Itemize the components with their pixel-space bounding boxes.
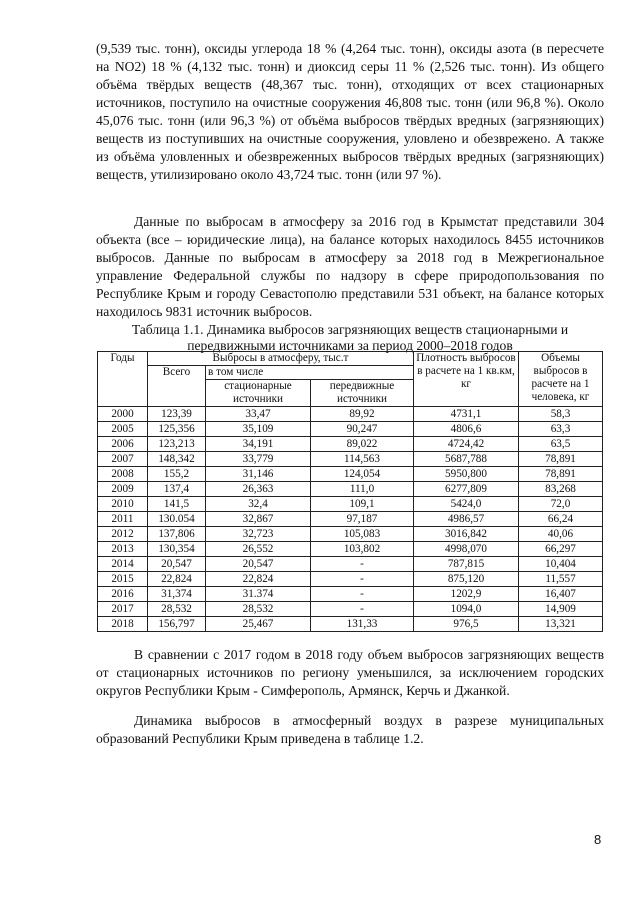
cell-stationary: 35,109 [206,422,311,437]
cell-stationary: 32,867 [206,512,311,527]
paragraph-dynamics-reference: Динамика выбросов в атмосферный воздух в разрезе муниципальных образований Республики Крым приведена в таблице 1.2. [96,713,604,746]
table-row [98,467,603,482]
header-stationary: стационарные источники [206,380,311,407]
cell-stationary: 33,47 [206,407,311,422]
table-row [98,557,603,572]
table-caption: Таблица 1.1. Динамика выбросов загрязняющих веществ стационарными и передвижными источниками за период 2000–2018 годов [131,322,569,353]
cell-mobile: 97,187 [311,512,414,527]
cell-stationary: 22,824 [206,572,311,587]
table-row [98,437,603,452]
cell-year: 2010 [98,497,148,512]
header-density: Плотность выбросов в расчете на 1 кв.км, кг [414,352,519,407]
header-emissions: Выбросы в атмосферу, тыс.т [148,352,414,366]
cell-total: 123,39 [148,407,206,422]
cell-mobile: 114,563 [311,452,414,467]
table-row [98,497,603,512]
cell-mobile: 103,802 [311,542,414,557]
cell-year: 2000 [98,407,148,422]
cell-per-capita: 16,407 [519,587,603,602]
cell-total: 28,532 [148,602,206,617]
cell-per-capita: 10,404 [519,557,603,572]
cell-density: 4724,42 [414,437,519,452]
cell-mobile: 89,92 [311,407,414,422]
table-row [98,602,603,617]
cell-per-capita: 11,557 [519,572,603,587]
cell-density: 875,120 [414,572,519,587]
cell-stationary: 26,552 [206,542,311,557]
cell-total: 155,2 [148,467,206,482]
cell-density: 4998,070 [414,542,519,557]
cell-stationary: 34,191 [206,437,311,452]
cell-year: 2008 [98,467,148,482]
header-years: Годы [98,352,148,407]
cell-year: 2011 [98,512,148,527]
cell-year: 2014 [98,557,148,572]
cell-stationary: 25,467 [206,617,311,632]
table-body [98,407,603,632]
cell-stationary: 31,146 [206,467,311,482]
cell-per-capita: 78,891 [519,452,603,467]
cell-total: 137,806 [148,527,206,542]
cell-mobile: - [311,572,414,587]
cell-per-capita: 14,909 [519,602,603,617]
table-row [98,452,603,467]
cell-density: 4731,1 [414,407,519,422]
cell-year: 2018 [98,617,148,632]
cell-stationary: 32,4 [206,497,311,512]
cell-year: 2005 [98,422,148,437]
cell-per-capita: 83,268 [519,482,603,497]
cell-density: 3016,842 [414,527,519,542]
cell-density: 787,815 [414,557,519,572]
cell-density: 5687,788 [414,452,519,467]
cell-per-capita: 72,0 [519,497,603,512]
table-row [98,527,603,542]
cell-density: 976,5 [414,617,519,632]
cell-stationary: 26,363 [206,482,311,497]
table-row [98,512,603,527]
cell-density: 1094,0 [414,602,519,617]
table-row [98,572,603,587]
cell-stationary: 31.374 [206,587,311,602]
table-row [98,482,603,497]
cell-mobile: 131,33 [311,617,414,632]
cell-mobile: - [311,557,414,572]
table-row [98,587,603,602]
table-row [98,542,603,557]
paragraph-reporting-objects: Данные по выбросам в атмосферу за 2016 год в Крымстат представили 304 объекта (все – юридические лица), на балансе которых находилось 8455 источников выбросов. Данные по выбросам в атмосферу за 2018 год в Межрегиональное управление Федеральной службы по надзору в сфере природопользования по Республике Крым и городу Севастополю представили 531 объект, на балансе которых находилось 9831 источник выбросов. [96,214,604,319]
cell-total: 22,824 [148,572,206,587]
cell-per-capita: 63,3 [519,422,603,437]
table-row [98,407,603,422]
cell-total: 125,356 [148,422,206,437]
cell-year: 2017 [98,602,148,617]
cell-stationary: 20,547 [206,557,311,572]
cell-density: 6277,809 [414,482,519,497]
cell-per-capita: 58,3 [519,407,603,422]
cell-mobile: 90,247 [311,422,414,437]
emissions-table [97,351,603,632]
cell-mobile: 109,1 [311,497,414,512]
cell-per-capita: 66,24 [519,512,603,527]
cell-mobile: - [311,602,414,617]
cell-total: 31,374 [148,587,206,602]
cell-mobile: 124,054 [311,467,414,482]
cell-mobile: 111,0 [311,482,414,497]
cell-total: 141,5 [148,497,206,512]
header-mobile: передвижные источники [311,380,414,407]
cell-mobile: - [311,587,414,602]
cell-total: 156,797 [148,617,206,632]
cell-per-capita: 66,297 [519,542,603,557]
header-including: в том числе [206,366,414,380]
cell-density: 5950,800 [414,467,519,482]
cell-total: 148,342 [148,452,206,467]
cell-mobile: 105,083 [311,527,414,542]
cell-density: 5424,0 [414,497,519,512]
cell-total: 130.054 [148,512,206,527]
cell-per-capita: 78,891 [519,467,603,482]
cell-year: 2006 [98,437,148,452]
cell-per-capita: 40,06 [519,527,603,542]
header-total: Всего [148,366,206,407]
cell-total: 123,213 [148,437,206,452]
cell-per-capita: 63,5 [519,437,603,452]
table-row [98,422,603,437]
header-per-capita: Объемы выбросов в расчете на 1 человека, кг [519,352,603,407]
cell-total: 137,4 [148,482,206,497]
cell-density: 1202,9 [414,587,519,602]
page-number: 8 [594,832,602,847]
cell-total: 130,354 [148,542,206,557]
cell-stationary: 33,779 [206,452,311,467]
cell-per-capita: 13,321 [519,617,603,632]
cell-year: 2013 [98,542,148,557]
cell-mobile: 89,022 [311,437,414,452]
cell-total: 20,547 [148,557,206,572]
table-row [98,617,603,632]
paragraph-comparison: В сравнении с 2017 годом в 2018 году объем выбросов загрязняющих веществ от стационарных источников по региону уменьшился, за исключением городских округов Республики Крым - Симферополь, Армянск, Керчь и Джанкой. [96,647,604,698]
cell-stationary: 32,723 [206,527,311,542]
paragraph-emissions-composition: (9,539 тыс. тонн), оксиды углерода 18 % (4,264 тыс. тонн), оксиды азота (в пересчете на NO2) 18 % (4,132 тыс. тонн) и диоксид серы 11 % (2,526 тыс. тонн). Из общего объёма твёрдых веществ (48,367 тыс. тонн), отходящих от всех стационарных источников, поступило на очистные сооружения 46,808 тыс. тонн (или 96,8 %). Около 45,076 тыс. тонн (или 96,3 %) от объёма выбросов твёрдых вредных (загрязняющих) веществ из поступивших на очистные сооружения, уловлено и обезврежено. А также из объёма уловленных и обезвреженных выбросов твёрдых вредных (загрязняющих) веществ, утилизировано около 43,724 тыс. тонн (или 97 %). [96,41,604,182]
cell-stationary: 28,532 [206,602,311,617]
cell-year: 2012 [98,527,148,542]
cell-density: 4806,6 [414,422,519,437]
cell-year: 2015 [98,572,148,587]
cell-year: 2009 [98,482,148,497]
cell-density: 4986,57 [414,512,519,527]
cell-year: 2016 [98,587,148,602]
cell-year: 2007 [98,452,148,467]
